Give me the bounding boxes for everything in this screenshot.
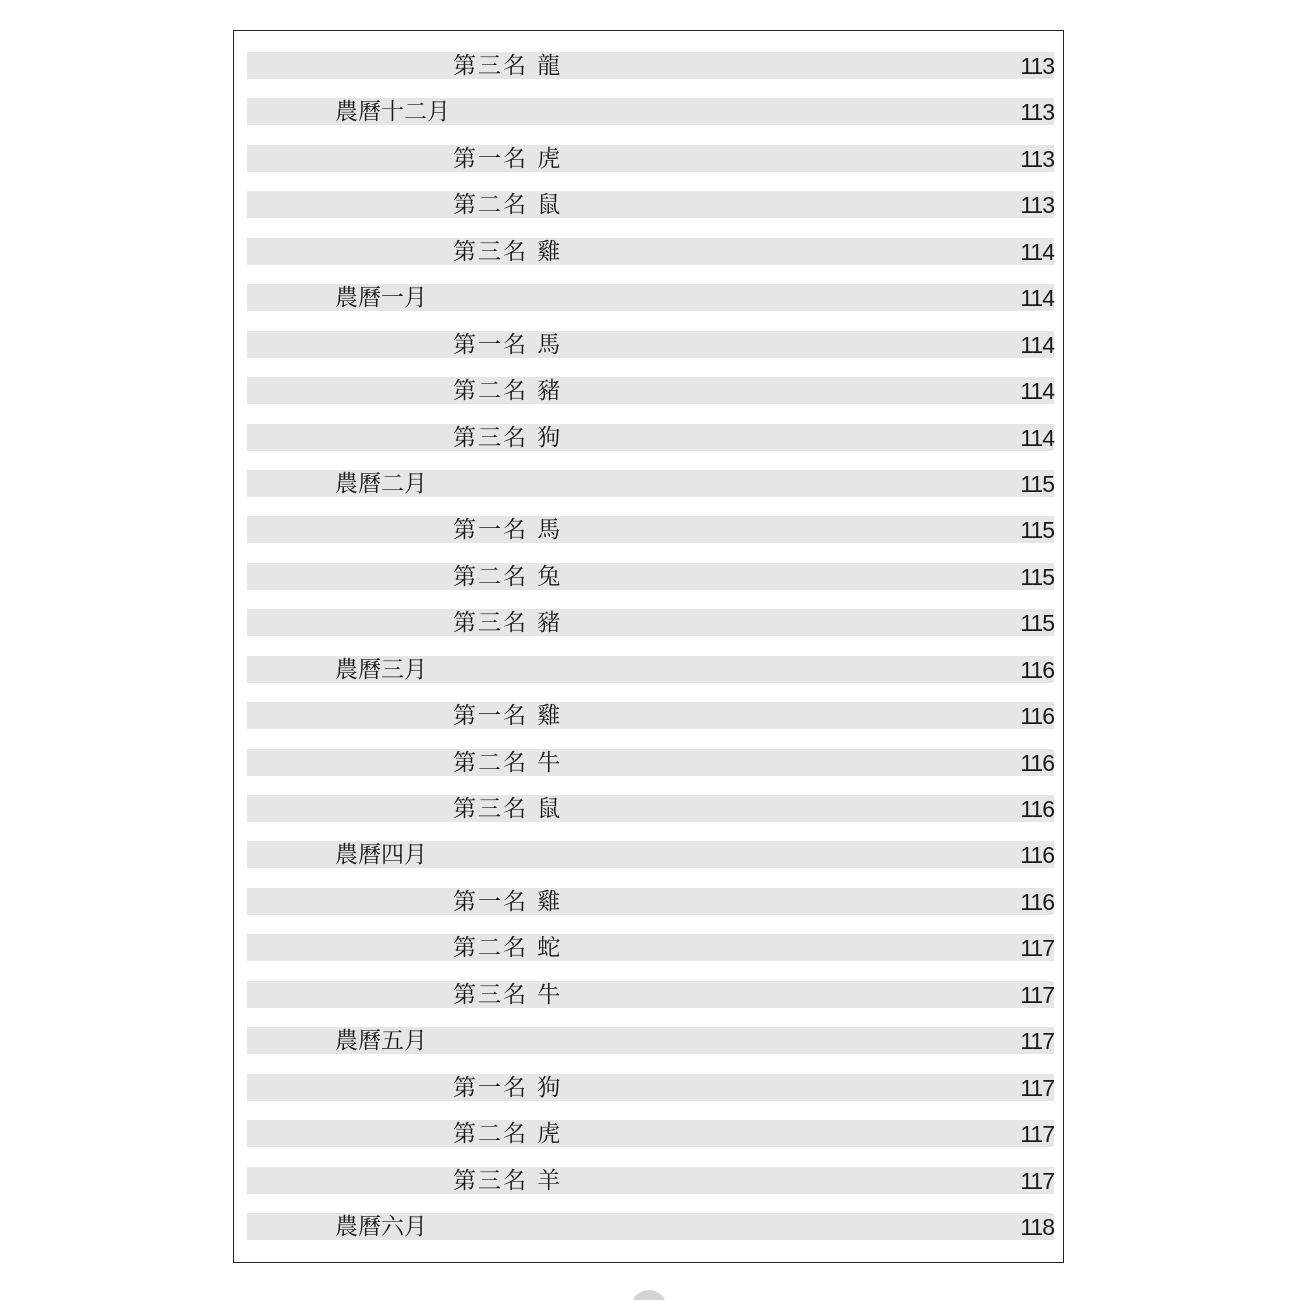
toc-entry[interactable] <box>247 1210 1054 1256</box>
toc-page-number: 115 <box>1020 610 1054 637</box>
toc-row-band <box>247 1120 1054 1147</box>
toc-entry[interactable] <box>247 792 1054 838</box>
toc-page-number: 116 <box>1020 842 1054 869</box>
toc-page-number: 117 <box>1020 1028 1054 1055</box>
toc-entry[interactable] <box>247 235 1054 281</box>
toc-entry-label: 第二名 鼠 <box>453 192 563 219</box>
toc-entry-label: 第一名 雞 <box>453 888 563 915</box>
toc-entry-label: 第一名 虎 <box>453 145 563 172</box>
toc-page-number: 114 <box>1020 285 1054 312</box>
toc-page-number: 116 <box>1020 749 1054 776</box>
toc-row-band <box>247 981 1054 1008</box>
toc-row-band <box>247 934 1054 961</box>
toc-row-band <box>247 52 1054 79</box>
toc-entry[interactable] <box>247 328 1054 374</box>
toc-entry-label: 第三名 雞 <box>453 238 563 265</box>
toc-row-band <box>247 377 1054 404</box>
toc-row-band <box>247 145 1054 172</box>
toc-page-number: 118 <box>1020 1213 1054 1240</box>
toc-entry-label: 第三名 龍 <box>453 53 563 79</box>
toc-page-number: 115 <box>1020 470 1054 497</box>
toc-entry[interactable] <box>247 746 1054 792</box>
toc-page-number: 114 <box>1020 238 1054 265</box>
toc-row-band <box>247 516 1054 543</box>
toc-entry[interactable] <box>247 560 1054 606</box>
toc-entry-label: 第三名 鼠 <box>453 796 563 822</box>
toc-entry-label: 農曆一月 <box>335 285 427 312</box>
toc-entry[interactable] <box>247 653 1054 699</box>
toc-entry[interactable] <box>247 1164 1054 1210</box>
toc-entry-label: 第三名 豬 <box>453 610 563 637</box>
toc-entry[interactable] <box>247 1024 1054 1070</box>
toc-page-number: 117 <box>1020 1074 1054 1101</box>
toc-entry[interactable] <box>247 978 1054 1024</box>
toc-row-band <box>247 424 1054 451</box>
toc-entry-label: 第三名 牛 <box>453 981 563 1008</box>
toc-row-band <box>247 563 1054 590</box>
toc-entry-label: 第三名 羊 <box>453 1167 563 1194</box>
toc-page-number: 116 <box>1020 888 1054 915</box>
toc-entry[interactable] <box>247 885 1054 931</box>
toc-page-number: 116 <box>1020 656 1054 683</box>
toc-row-band <box>247 331 1054 358</box>
toc-entry[interactable] <box>247 49 1054 95</box>
toc-page-number: 116 <box>1020 703 1054 730</box>
toc-page-number: 114 <box>1020 424 1054 451</box>
toc-entry-label: 第二名 蛇 <box>453 935 563 962</box>
toc-page-number: 113 <box>1020 53 1054 79</box>
toc-row-band <box>247 1167 1054 1194</box>
toc-page-number: 113 <box>1020 192 1054 219</box>
toc-entry[interactable] <box>247 838 1054 884</box>
toc-page-number: 114 <box>1020 331 1054 358</box>
document-page <box>233 30 1064 1263</box>
toc-page-number: 117 <box>1020 981 1054 1008</box>
toc-entry[interactable] <box>247 421 1054 467</box>
toc-page-number: 117 <box>1020 935 1054 962</box>
toc-entry-label: 農曆二月 <box>335 470 427 497</box>
toc-entry[interactable] <box>247 606 1054 652</box>
toc-row-band <box>247 888 1054 915</box>
toc-row-band <box>247 238 1054 265</box>
toc-entry-label: 農曆四月 <box>335 842 427 869</box>
toc-entry-label: 農曆六月 <box>335 1213 427 1240</box>
toc-entry-label: 農曆三月 <box>335 656 427 683</box>
toc-entry[interactable] <box>247 1071 1054 1117</box>
toc-page-number: 115 <box>1020 563 1054 590</box>
toc-entry-label: 第一名 狗 <box>453 1074 563 1101</box>
toc-entry[interactable] <box>247 281 1054 327</box>
toc-entry-label: 第一名 馬 <box>453 331 563 358</box>
toc-entry-label: 第三名 狗 <box>453 424 563 451</box>
toc-entry-label: 農曆五月 <box>335 1028 427 1055</box>
toc-entry[interactable] <box>247 931 1054 977</box>
toc-entry[interactable] <box>247 142 1054 188</box>
toc-entry[interactable] <box>247 188 1054 234</box>
toc-entry-label: 第一名 雞 <box>453 703 563 730</box>
toc-entry-label: 農曆十二月 <box>335 99 450 126</box>
toc-row-band <box>247 1074 1054 1101</box>
toc-entry-label: 第二名 豬 <box>453 378 563 405</box>
toc-entry-label: 第一名 馬 <box>453 517 563 544</box>
toc-page-number: 117 <box>1020 1121 1054 1148</box>
toc-page-number: 116 <box>1020 796 1054 822</box>
toc-entry[interactable] <box>247 467 1054 513</box>
toc-row-band <box>247 749 1054 776</box>
toc-row-band <box>247 191 1054 218</box>
toc-entry-label: 第二名 兔 <box>453 563 563 590</box>
toc-entry[interactable] <box>247 95 1054 141</box>
toc-row-band <box>247 702 1054 729</box>
toc-page-number: 115 <box>1020 517 1054 544</box>
toc-page-number: 114 <box>1020 378 1054 405</box>
toc-entry[interactable] <box>247 1117 1054 1163</box>
table-of-contents <box>247 49 1054 1256</box>
toc-entry-label: 第二名 虎 <box>453 1121 563 1148</box>
toc-entry[interactable] <box>247 699 1054 745</box>
toc-row-band <box>247 795 1054 822</box>
toc-row-band <box>247 609 1054 636</box>
toc-page-number: 113 <box>1020 145 1054 172</box>
page-indicator-dot <box>631 1290 667 1300</box>
toc-entry[interactable] <box>247 374 1054 420</box>
toc-page-number: 113 <box>1020 99 1054 126</box>
toc-entry-label: 第二名 牛 <box>453 749 563 776</box>
toc-entry[interactable] <box>247 513 1054 559</box>
toc-page-number: 117 <box>1020 1167 1054 1194</box>
